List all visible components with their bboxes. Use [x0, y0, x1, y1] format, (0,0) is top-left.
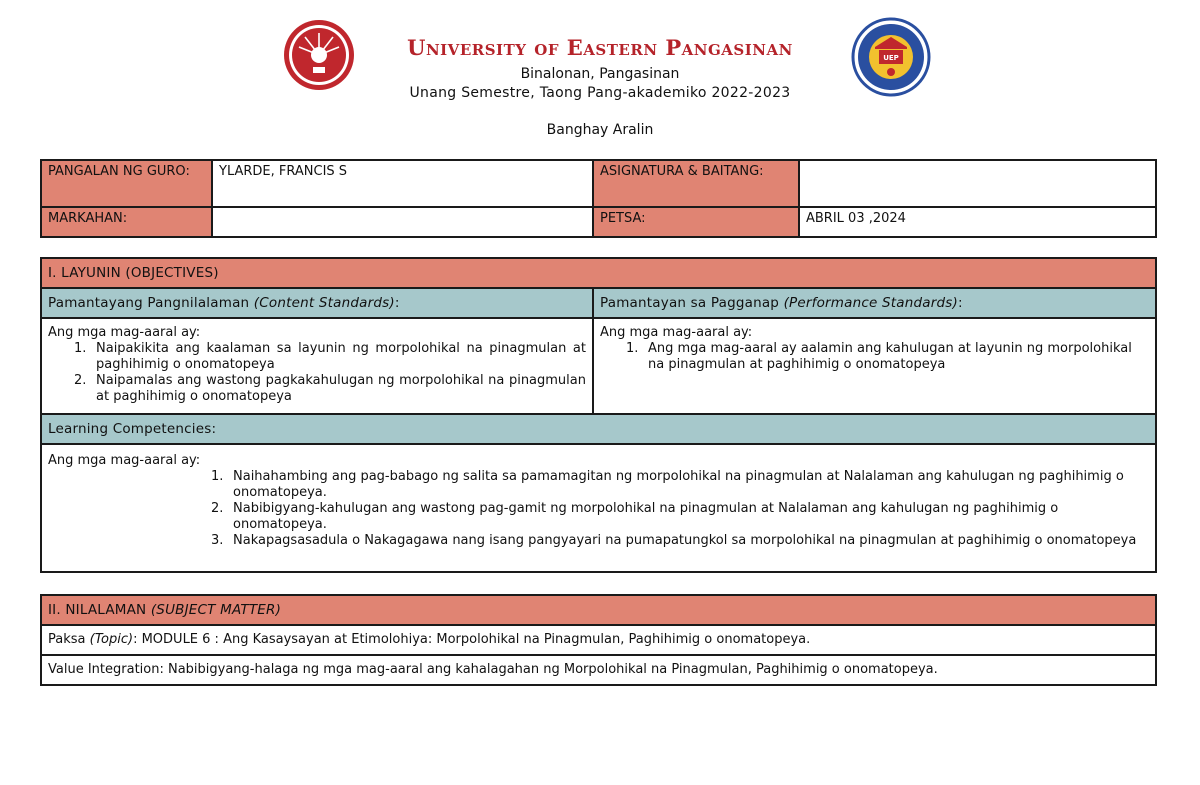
value-integration-cell: Value Integration: Nabibigyang-halaga ng mga mag-aaral ang kahalagahan ng Morpolohikal na Pinagmulan, Paghihimig o onomatopeya. — [41, 655, 1156, 685]
university-location: Binalonan, Pangasinan — [520, 66, 680, 82]
content-item: 1. Naipakikita ang kaalaman sa layunin ng morpolohikal na pinagmulan at paghihimig o onomatopeya — [74, 341, 586, 372]
content-standards-cell — [41, 318, 593, 414]
objectives-heading — [41, 258, 1156, 288]
quarter-label: MARKAHAN: — [41, 207, 212, 237]
teacher-info-table — [40, 159, 1157, 238]
lc-item: 2. Nabibigyang-kahulugan ang wastong pag-gamit ng morpolohikal na pinagmulan at Nalalaman ang kahulugan ng paghihimig o onomatopeya. — [211, 501, 1059, 532]
subject-matter-heading: II. NILALAMAN (SUBJECT MATTER) — [41, 595, 1156, 625]
date-value: ABRIL 03 ,2024 — [799, 207, 1156, 237]
semester-line: Unang Semestre, Taong Pang-akademiko 2022-2023 — [409, 85, 791, 101]
subject-matter-table — [40, 594, 1157, 686]
learning-competencies-heading: Learning Competencies: — [41, 414, 1156, 444]
performance-intro: Ang mga mag-aaral ay: — [600, 325, 753, 340]
content-standards-heading: Pamantayang Pangnilalaman (Content Standards): — [41, 288, 593, 318]
date-label: PETSA: — [593, 207, 799, 237]
objectives-table — [40, 257, 1157, 573]
lc-intro: Ang mga mag-aaral ay: — [48, 453, 201, 468]
college-seal-badge: UEP — [883, 54, 899, 62]
learning-competencies-cell — [41, 444, 1156, 572]
lc-item: 3. Nakapagsasadula o Nakagagawa nang isang pangyayari na pumapatungkol sa morpolohikal na pinagmulan at paghihimig o onomatopeya — [211, 533, 1137, 548]
teacher-name-label: PANGALAN NG GURO: — [41, 160, 212, 207]
document-title: Banghay Aralin — [546, 122, 654, 138]
teacher-name-value: YLARDE, FRANCIS S — [212, 160, 593, 207]
performance-standards-heading: Pamantayan sa Pagganap (Performance Standards): — [593, 288, 1156, 318]
topic-cell: Paksa (Topic): MODULE 6 : Ang Kasaysayan at Etimolohiya: Morpolohikal na Pinagmulan, Paghihimig o onomatopeya. — [41, 625, 1156, 655]
content-intro: Ang mga mag-aaral ay: — [48, 325, 201, 340]
subject-grade-label: ASIGNATURA & BAITANG: — [593, 160, 799, 207]
objectives-title: I. LAYUNIN (OBJECTIVES) — [48, 265, 219, 281]
content-item: 2. Naipamalas ang wastong pagkakahulugan ng morpolohikal na pinagmulan at paghihimig o onomatopeya — [74, 373, 586, 404]
lc-item: 1. Naihahambing ang pag-babago ng salita sa pamamagitan ng morpolohikal na pinagmulan at Nalalaman ang kahulugan ng paghihimig o onomatopeya. — [211, 469, 1124, 500]
performance-item: 1. Ang mga mag-aaral ay aalamin ang kahulugan at layunin ng morpolohikal na pinagmulan at paghihimig o onomatopeya — [626, 341, 1132, 372]
performance-standards-cell — [593, 318, 1156, 414]
subject-grade-value — [799, 160, 1156, 207]
university-name: University of Eastern Pangasinan — [407, 35, 793, 60]
quarter-value — [212, 207, 593, 237]
